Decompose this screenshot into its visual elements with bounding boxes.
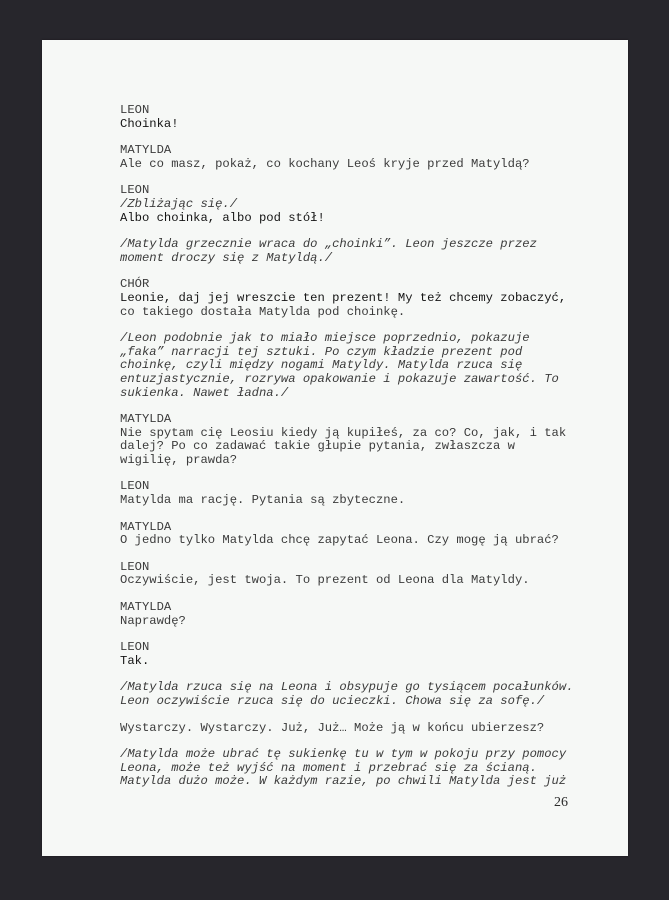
stage-line: choinkę, czyli między nogami Matyldy. Matylda rzuca się [120, 358, 523, 373]
stage-line: „faka” narracji tej sztuki. Po czym kładzie prezent pod [120, 344, 523, 359]
dialogue-block [120, 641, 560, 668]
dialogue-line: Nie spytam cię Leosiu kiedy ją kupiłeś, za co? Co, jak, i tak [120, 425, 567, 440]
dialogue-line: wigilię, prawda? [120, 452, 238, 467]
speaker-name: LEON [120, 559, 150, 574]
stage-line: entuzjastycznie, rozrywa opakowanie i pokazuje zawartość. To [120, 371, 559, 386]
dialogue-block [120, 412, 567, 467]
script-text [120, 103, 574, 802]
speaker-name: MATYLDA [120, 519, 172, 534]
dialogue-line: Wystarczy. Wystarczy. Już, Już… Może ją w końcu ubierzesz? [120, 720, 545, 735]
speaker-name: LEON [120, 640, 150, 655]
stage-line: Leon oczywiście rzuca się do ucieczki. Chowa się za sofę./ [120, 694, 545, 708]
dialogue-line: Naprawdę? [120, 613, 186, 628]
stage-line: sukienka. Nawet ładna./ [120, 385, 289, 400]
dialogue-line: Leonie, daj jej wreszcie ten prezent! My też chcemy zobaczyć, [120, 290, 567, 305]
speaker-name: MATYLDA [120, 412, 172, 427]
stage-direction-inline: /Zbliżając się./ [120, 196, 238, 211]
stage-line: /Matylda grzecznie wraca do „choinki”. Leon jeszcze przez [120, 237, 537, 252]
stage-line: /Matylda rzuca się na Leona i obsypuje go tysiącem pocałunków. [120, 680, 574, 695]
dialogue-block [120, 144, 560, 171]
dialogue-line: dalej? Po co zadawać takie głupie pytania, zwłaszcza w [120, 439, 515, 454]
dialogue-block [120, 277, 567, 319]
stage-line: /Matylda może ubrać tę sukienkę tu w tym w pokoju przy pomocy [120, 747, 567, 762]
speaker-name: LEON [120, 183, 150, 198]
page-number: 26 [554, 795, 568, 810]
speaker-name: LEON [120, 479, 150, 494]
stage-line: Leona, może też wyjść na moment i przebrać się za ścianą. [120, 760, 537, 775]
stage-line: Matylda dużo może. W każdym razie, po chwili Matylda jest już [120, 774, 567, 789]
stage-direction [120, 238, 560, 265]
dialogue-line: Tak. [120, 653, 150, 668]
speaker-name: MATYLDA [120, 600, 172, 615]
stage-line: /Leon podobnie jak to miało miejsce poprzednio, pokazuje [120, 331, 530, 346]
dialogue-block [120, 184, 560, 225]
dialogue-line: co takiego dostała Matylda pod choinkę. [120, 304, 406, 319]
dialogue-block [120, 480, 560, 507]
stage-direction [120, 680, 574, 708]
speaker-name: LEON [120, 103, 150, 117]
dialogue-line: Ale co masz, pokaż, co kochany Leoś kryje przed Matyldą? [120, 156, 530, 171]
dialogue-line: O jedno tylko Matylda chcę zapytać Leona. Czy mogę ją ubrać? [120, 533, 559, 548]
dialogue-line: Oczywiście, jest twoja. To prezent od Leona dla Matyldy. [120, 573, 530, 588]
speaker-name: CHÓR [120, 277, 150, 292]
stage-line: moment droczy się z Matyldą./ [120, 250, 333, 265]
dialogue-line: Choinka! [120, 116, 179, 131]
script-page [42, 40, 628, 856]
dialogue-block [120, 561, 560, 588]
dialogue-line: Matylda ma rację. Pytania są zbyteczne. [120, 493, 406, 508]
dialogue-block [120, 722, 560, 736]
dialogue-line: Albo choinka, albo pod stół! [120, 210, 325, 225]
stage-direction [120, 332, 560, 400]
stage-direction [120, 747, 567, 789]
dialogue-block [120, 104, 560, 131]
dialogue-block [120, 521, 560, 548]
dialogue-block [120, 601, 560, 628]
speaker-name: MATYLDA [120, 143, 172, 158]
